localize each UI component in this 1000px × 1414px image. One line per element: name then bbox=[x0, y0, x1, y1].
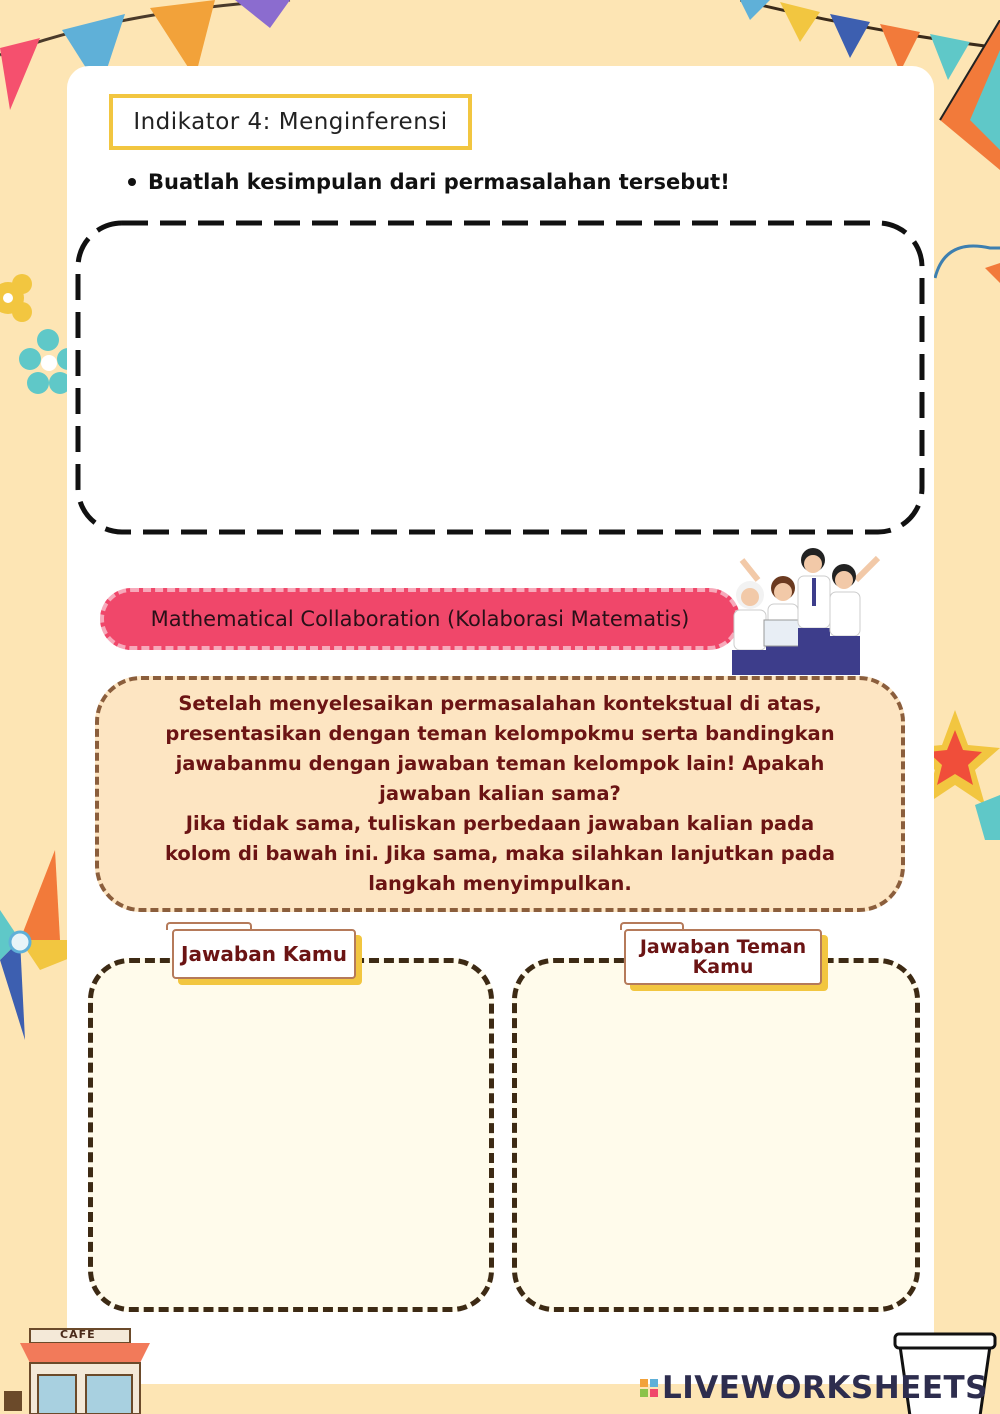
collaboration-instructions bbox=[95, 676, 905, 912]
friend-answer-field[interactable] bbox=[537, 1013, 895, 1287]
liveworksheets-mark-icon bbox=[640, 1379, 658, 1397]
instructions-paragraph-1: Setelah menyelesaikan permasalahan kontekstual di atas, presentasikan dengan teman kelompokmu serta bandingkan jawabanmu dengan jawaban teman kelompok lain! Apakah jawaban kalian sama? bbox=[165, 692, 835, 805]
your-answer-box bbox=[88, 958, 494, 1312]
friend-answer-box bbox=[512, 958, 920, 1312]
instruction-text: Buatlah kesimpulan dari permasalahan tersebut! bbox=[148, 170, 730, 194]
section-title-banner bbox=[100, 588, 740, 650]
your-answer-label bbox=[172, 929, 356, 979]
instructions-paragraph-2: Jika tidak sama, tuliskan perbedaan jawaban kalian pada kolom di bawah ini. Jika sama, maka silahkan lanjutkan pada langkah menyimpulkan. bbox=[164, 812, 836, 895]
friend-answer-label bbox=[624, 929, 822, 985]
cafe-sign-text: CAFE bbox=[60, 1328, 96, 1341]
students-illustration bbox=[728, 540, 888, 675]
cafe-illustration bbox=[0, 1325, 150, 1414]
friend-answer-label-line2: Kamu bbox=[692, 956, 754, 978]
indicator-label: Indikator 4: Menginferensi bbox=[109, 94, 472, 150]
friend-answer-label-line1: Jawaban Teman bbox=[639, 936, 807, 958]
conclusion-answer-field[interactable] bbox=[92, 236, 908, 518]
section-title: Mathematical Collaboration (Kolaborasi Matematis) bbox=[150, 607, 690, 631]
your-answer-field[interactable] bbox=[113, 1013, 469, 1287]
liveworksheets-logo bbox=[640, 1370, 988, 1406]
footer-brand: LIVEWORKSHEETS bbox=[662, 1370, 988, 1406]
your-answer-label-text: Jawaban Kamu bbox=[181, 942, 347, 966]
